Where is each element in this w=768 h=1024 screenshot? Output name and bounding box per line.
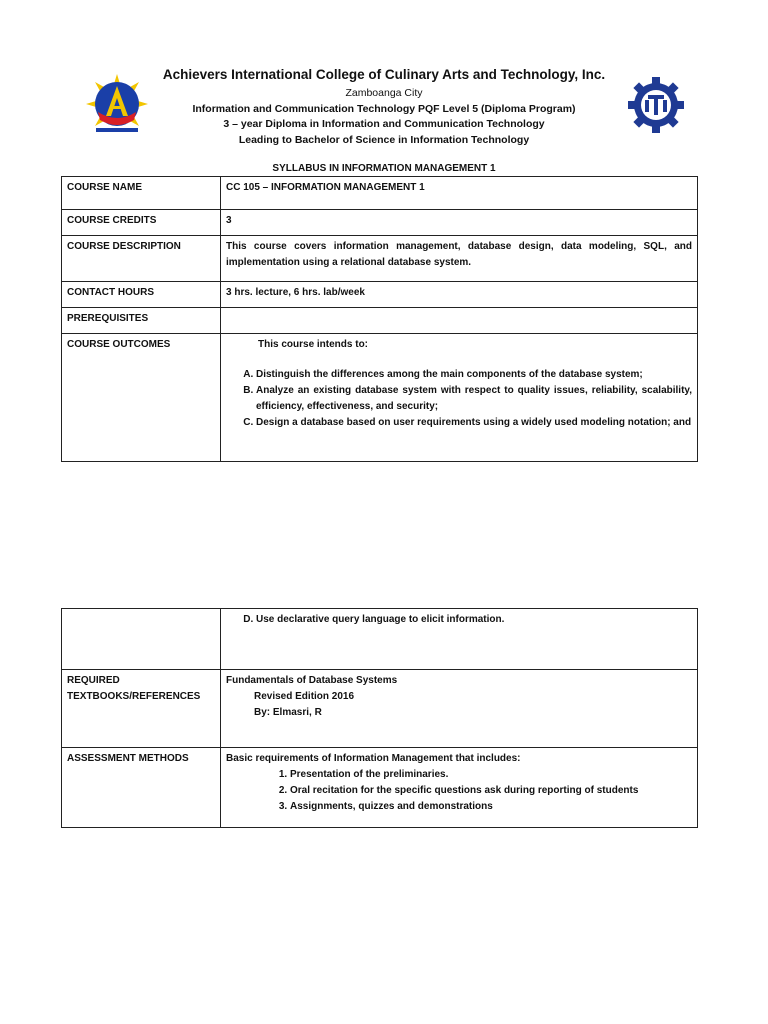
prerequisites-label: PREREQUISITES [62, 308, 221, 334]
row-course-name [62, 177, 698, 210]
course-description-value: This course covers information management, database design, data modeling, SQL, and implementation using a relational database system. [221, 236, 698, 282]
row-prerequisites [62, 308, 698, 334]
assessment-label: ASSESSMENT METHODS [62, 748, 221, 828]
assessment-list [226, 767, 692, 815]
textbooks-label: REQUIRED TEXTBOOKS/REFERENCES [62, 670, 221, 748]
assessment-value [221, 748, 698, 828]
assessment-item: 1. Presentation of the preliminaries. [290, 767, 692, 783]
row-course-outcomes [62, 334, 698, 462]
textbook-edition: Revised Edition 2016 [254, 691, 355, 702]
letterhead [0, 64, 768, 148]
row-assessment [62, 748, 698, 828]
syllabus-table-page2 [61, 608, 698, 828]
outcome-item: A. Distinguish the differences among the main components of the database system; [256, 367, 692, 383]
contact-hours-value: 3 hrs. lecture, 6 hrs. lab/week [221, 282, 698, 308]
course-outcomes-label: COURSE OUTCOMES [62, 334, 221, 462]
row-course-description [62, 236, 698, 282]
diploma-line: 3 – year Diploma in Information and Communication Technology [223, 118, 545, 130]
course-credits-value: 3 [221, 210, 698, 236]
contact-hours-label: CONTACT HOURS [62, 282, 221, 308]
assessment-intro: Basic requirements of Information Management that includes: [226, 753, 521, 764]
course-outcomes-list-cont [226, 612, 692, 628]
row-contact-hours [62, 282, 698, 308]
course-credits-label: COURSE CREDITS [62, 210, 221, 236]
leading-line: Leading to Bachelor of Science in Information Technology [238, 133, 530, 146]
college-city: Zamboanga City [345, 87, 423, 99]
prerequisites-value [221, 308, 698, 334]
row-course-credits [62, 210, 698, 236]
assessment-item: 3. Assignments, quizzes and demonstrations [290, 799, 692, 815]
textbook-title: Fundamentals of Database Systems [226, 675, 398, 686]
outcome-item: B. Analyze an existing database system with respect to quality issues, reliability, scalability, efficiency, effectiveness, and security; [256, 383, 692, 415]
syllabus-table-page1 [61, 176, 698, 462]
course-outcomes-intro: This course intends to: [258, 339, 369, 350]
course-name-label: COURSE NAME [62, 177, 221, 210]
assessment-item: 2. Oral recitation for the specific questions ask during reporting of students [290, 783, 692, 799]
row-textbooks [62, 670, 698, 748]
course-outcomes-value [221, 334, 698, 462]
syllabus-title: SYLLABUS IN INFORMATION MANAGEMENT 1 [272, 163, 496, 174]
program-line: Information and Communication Technology PQF Level 5 (Diploma Program) [192, 102, 576, 115]
course-name-value: CC 105 – INFORMATION MANAGEMENT 1 [221, 177, 698, 210]
course-outcomes-list [226, 367, 692, 431]
outcome-item: D. Use declarative query language to elicit information. [256, 612, 692, 628]
course-description-label: COURSE DESCRIPTION [62, 236, 221, 282]
outcome-item: C. Design a database based on user requirements using a widely used modeling notation; and [256, 415, 692, 431]
textbook-author: By: Elmasri, R [254, 707, 322, 718]
row-course-outcomes-cont [62, 609, 698, 670]
college-name: Achievers International College of Culinary Arts and Technology, Inc. [162, 67, 606, 82]
textbooks-value [221, 670, 698, 748]
